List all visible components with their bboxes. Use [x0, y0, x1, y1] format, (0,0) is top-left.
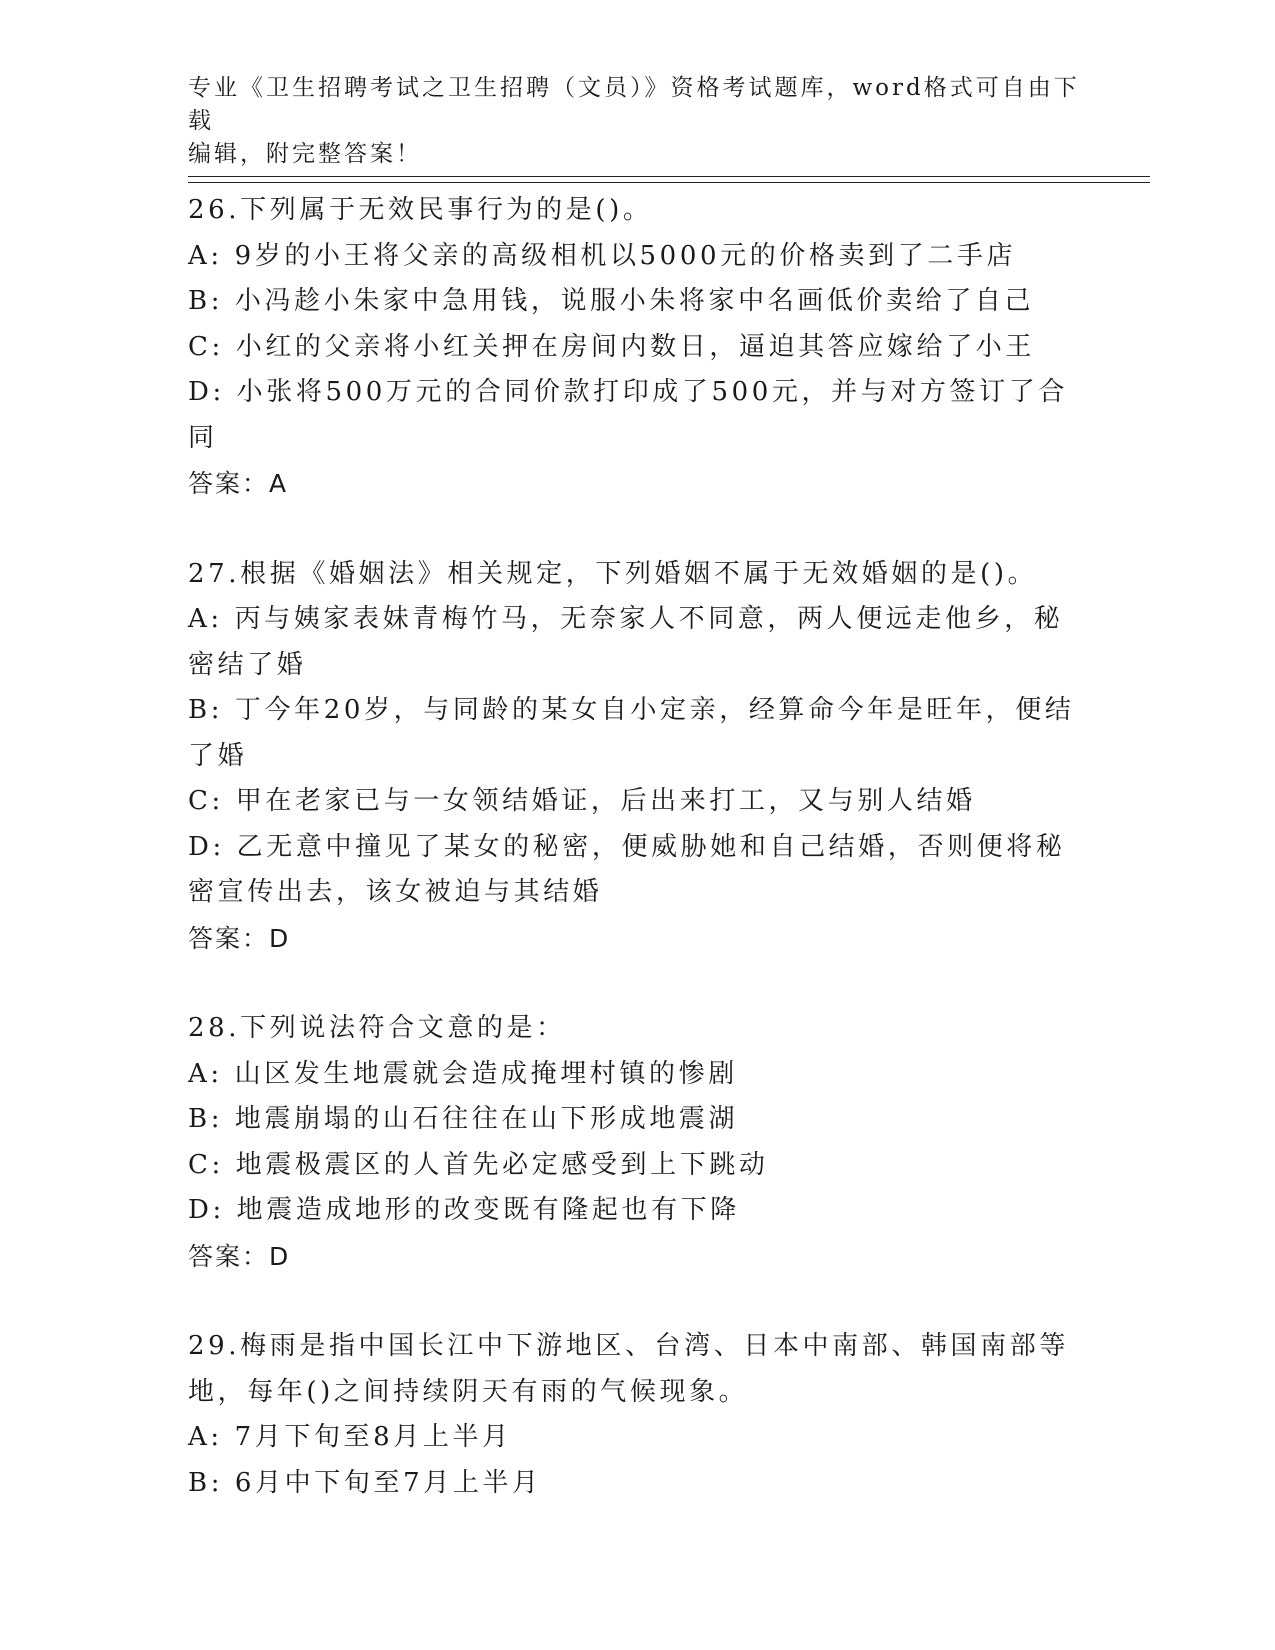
- option-a: A: 9岁的小王将父亲的高级相机以5000元的价格卖到了二手店: [188, 240, 1017, 271]
- header-line-2: 编辑，附完整答案！: [188, 141, 422, 167]
- question-list: [188, 188, 1078, 1506]
- question-stem: 28.下列说法符合文意的是：: [188, 1013, 566, 1043]
- option-d: D: 小张将500万元的合同价款打印成了500元，并与对方签订了合同: [188, 377, 1068, 453]
- option-b: B: 丁今年20岁，与同龄的某女自小定亲，经算命今年是旺年，便结了婚: [188, 695, 1075, 771]
- question-29: [188, 1324, 1078, 1506]
- option-b: B: 小冯趁小朱家中急用钱，说服小朱将家中名画低价卖给了自己: [188, 286, 1035, 316]
- question-stem: 27.根据《婚姻法》相关规定，下列婚姻不属于无效婚姻的是()。: [188, 558, 1038, 589]
- option-a: A: 7月下旬至8月上半月: [188, 1422, 512, 1452]
- option-c: C: 小红的父亲将小红关押在房间内数日，逼迫其答应嫁给了小王: [188, 331, 1035, 362]
- answer-label: 答案：D: [188, 923, 291, 953]
- question-27: [188, 552, 1078, 962]
- option-d: D: 乙无意中撞见了某女的秘密，便威胁她和自己结婚，否则便将秘密宣传出去，该女被迫与其结婚: [188, 831, 1066, 907]
- option-a: A: 丙与姨家表妹青梅竹马，无奈家人不同意，两人便远走他乡，秘密结了婚: [188, 604, 1064, 680]
- header-divider-bottom: [188, 182, 1150, 183]
- option-b: B: 6月中下旬至7月上半月: [188, 1467, 542, 1498]
- option-a: A: 山区发生地震就会造成掩埋村镇的惨剧: [188, 1058, 738, 1089]
- answer-label: 答案：A: [188, 469, 289, 498]
- option-c: C: 甲在老家已与一女领结婚证，后出来打工，又与别人结婚: [188, 786, 976, 816]
- header-divider-top: [188, 176, 1150, 177]
- option-d: D: 地震造成地形的改变既有隆起也有下降: [188, 1195, 740, 1225]
- header-line-1: 专业《卫生招聘考试之卫生招聘（文员）》资格考试题库，word格式可自由下载: [188, 75, 1080, 134]
- question-28: [188, 1006, 1078, 1279]
- document-header: [188, 72, 1088, 171]
- question-stem: 26.下列属于无效民事行为的是()。: [188, 195, 653, 225]
- question-stem: 29.梅雨是指中国长江中下游地区、台湾、日本中南部、韩国南部等地，每年()之间持续阴天有雨的气候现象。: [188, 1331, 1069, 1407]
- option-c: C: 地震极震区的人首先必定感受到上下跳动: [188, 1149, 769, 1180]
- option-b: B: 地震崩塌的山石往往在山下形成地震湖: [188, 1104, 739, 1134]
- answer-label: 答案：D: [188, 1241, 291, 1271]
- question-26: [188, 188, 1078, 507]
